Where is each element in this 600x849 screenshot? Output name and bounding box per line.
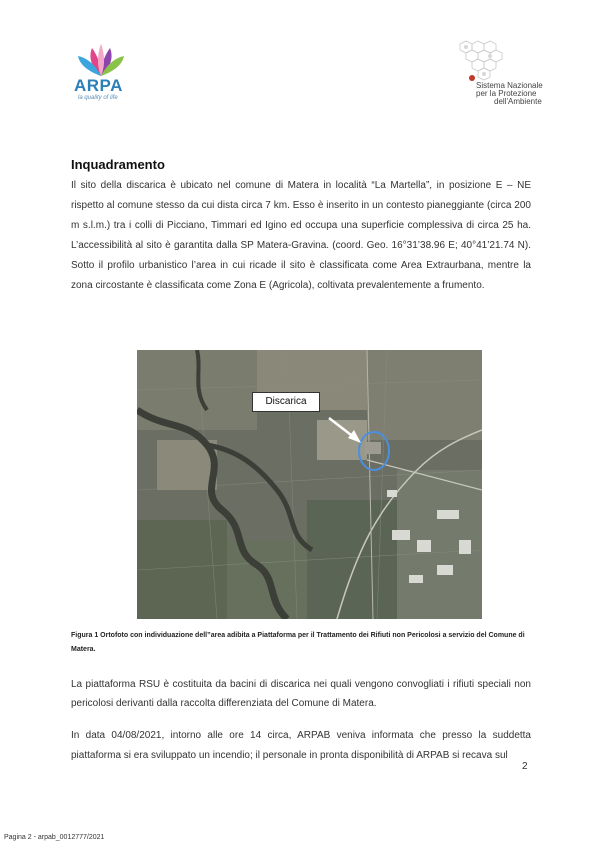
snpa-line-1: Sistema Nazionale bbox=[476, 81, 543, 90]
hexagon-network-icon bbox=[440, 40, 560, 84]
snpa-text bbox=[476, 82, 543, 106]
footer-stamp: Pagina 2 - arpab_0012777/2021 bbox=[4, 834, 105, 841]
figure-caption: Figura 1 Ortofoto con individuazione dell’’area adibita a Piattaforma per il Trattamento dei Rifiuti non Pericolosi a servizio del Comune di Matera. bbox=[71, 632, 525, 653]
snpa-logo bbox=[440, 40, 560, 108]
arpa-tagline: la quality of life bbox=[78, 95, 118, 101]
discarica-label: Discarica bbox=[252, 392, 320, 412]
arpa-logo bbox=[70, 42, 132, 108]
paragraph-platform: La piattaforma RSU è costituita da bacini di discarica nei quali vengono convogliati i rifiuti speciali non pericolosi derivanti dalla raccolta differenziata del Comune di Matera. bbox=[71, 679, 531, 709]
section-heading: Inquadramento bbox=[71, 157, 165, 172]
flower-icon bbox=[70, 42, 132, 78]
arpa-name: ARPA bbox=[74, 76, 123, 95]
orthophoto-image bbox=[137, 350, 482, 619]
snpa-line-3: dell'Ambiente bbox=[494, 97, 542, 106]
snpa-line-2: per la Protezione bbox=[476, 89, 537, 98]
page-number: 2 bbox=[522, 761, 528, 772]
aerial-map bbox=[137, 350, 482, 619]
paragraph-location: Il sito della discarica è ubicato nel comune di Matera in località “La Martella”, in posizione E – NE rispetto al comune stesso da cui dista circa 7 km. Esso è inserito in un contesto pianeggiante (circa 200 m s.l.m.) tra i colli di Picciano, Timmari ed Igino ed occupa una superficie complessiva di circa 25 ha. L’accessibilità al sito è garantita dalla SP Matera-Gravina. (coord. Geo. 16°31’38.96 E; 40°41’21.74 N). Sotto il profilo urbanistico l’area in cui ricade il sito è classificata come Area Extraurbana, mentre la zona circostante è classificata come Zona E (Agricola), coltivata prevalentemente a frumento. bbox=[71, 180, 531, 291]
paragraph-event: In data 04/08/2021, intorno alle ore 14 circa, ARPAB veniva informata che presso la suddetta piattaforma si era sviluppato un incendio; il personale in pronta disponibilità di ARPAB si recava sul bbox=[71, 730, 531, 761]
